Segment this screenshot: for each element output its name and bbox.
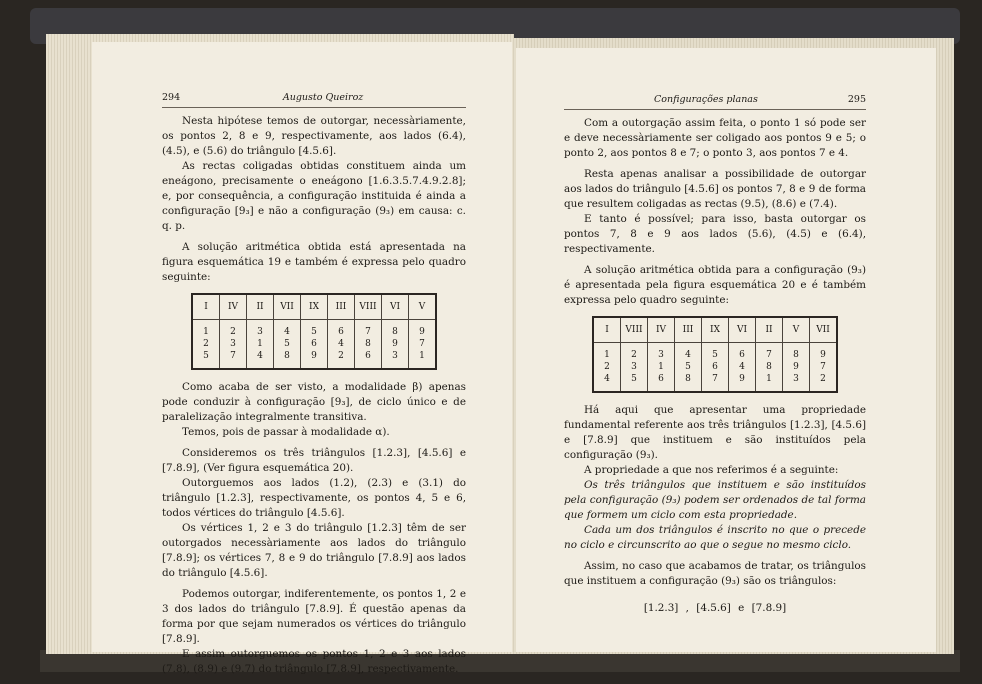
table-header-row [593, 317, 837, 343]
triangle-label: [4.5.6] [696, 602, 731, 614]
config-table-left [191, 293, 437, 370]
table-cell: 6 [729, 343, 756, 362]
separator: , [685, 602, 689, 614]
table-header-cell: V [783, 317, 810, 343]
paragraph: Resta apenas analisar a possibilidade de outorgar aos lados do triângulo [4.5.6] os pontos 7, 8 e 9 de forma que resultem coligadas as rectas (9.5), (8.6) e (7.4). [564, 168, 866, 210]
table-cell: 2 [220, 320, 247, 339]
table-cell: 9 [810, 343, 838, 362]
triangle-label: [7.8.9] [751, 602, 787, 614]
table-cell: 2 [328, 350, 355, 369]
triangle-label: [1.2.3] [643, 602, 679, 614]
table-cell: 9 [783, 361, 810, 373]
table-cell: 5 [203, 351, 209, 361]
table-cell: 8 [756, 361, 783, 373]
table-cell: 2 [621, 343, 648, 362]
triangles-line [564, 601, 866, 616]
paragraph: Há aqui que apresentar uma propriedade fundamental referente aos três triângulos [1.2.3], [4.5.6] e [7.8.9] que instituem e são instituídos pela configuração (9₃). [564, 404, 866, 461]
table-row [192, 338, 436, 350]
table-header-cell: III [675, 317, 702, 343]
paragraph: As rectas coligadas obtidas constituem ainda um eneágono, precisamente o eneágono [1.6.3.5.7.4.9.2.8]; e, por consequência, a configuração instituida é ainda a configuração [9₃] e não a configuração (9₃) em causa: c. q. p. [162, 160, 466, 232]
table-header-cell: VII [274, 294, 301, 320]
italic-paragraph: Cada um dos triângulos é inscrito no que o precede no ciclo e circunscrito ao que o segue no mesmo ciclo. [564, 524, 866, 551]
paragraph: A solução aritmética obtida está apresentada na figura esquemática 19 e também é expressa pelo quadro seguinte: [162, 241, 466, 283]
table-cell: 6 [648, 373, 675, 392]
table-header-cell: II [756, 317, 783, 343]
right-page-header [564, 92, 866, 110]
right-page [516, 48, 936, 652]
table-cell: 4 [247, 350, 274, 369]
paragraph: E tanto é possível; para isso, basta outorgar os pontos 7, 8 e 9 aos lados (5.6), (4.5) e (6.4), respectivamente. [564, 213, 866, 255]
table-cell: 3 [783, 373, 810, 392]
paragraph: Outorguemos aos lados (1.2), (2.3) e (3.1) do triângulo [1.2.3], respectivamente, os pontos 4, 5 e 6, todos vértices do triângulo [4.5.6]. [162, 477, 466, 519]
table-cell: 6 [301, 338, 328, 350]
paragraph: Consideremos os três triângulos [1.2.3], [4.5.6] e [7.8.9], (Ver figura esquemática 20). [162, 447, 466, 474]
table-row [192, 350, 436, 369]
table-cell: 6 [328, 320, 355, 339]
table-header-cell: IV [220, 294, 247, 320]
table-header-cell: II [247, 294, 274, 320]
table-cell: 3 [648, 343, 675, 362]
table-header-cell: VIII [355, 294, 382, 320]
table-cell: 8 [382, 320, 409, 339]
table-cell: 2 [810, 373, 838, 392]
table-cell: 1 [203, 327, 209, 337]
table-row [192, 320, 436, 339]
paragraph: Os vértices 1, 2 e 3 do triângulo [1.2.3] têm de ser outorgados necessàriamente aos lados do triângulo [7.8.9]; os vértices 7, 8 e 9 do triângulo [7.8.9] aos lados do triângulo [4.5.6]. [162, 522, 466, 579]
table-header-cell: I [593, 317, 621, 343]
table-cell: 2 [604, 362, 610, 372]
table-cell: 3 [247, 320, 274, 339]
table-cell: 3 [382, 350, 409, 369]
table-header-cell: VII [810, 317, 838, 343]
table-cell: 4 [328, 338, 355, 350]
table-cell: 9 [301, 350, 328, 369]
table-header-cell: VIII [621, 317, 648, 343]
table-header-row [192, 294, 436, 320]
left-page-header [162, 90, 466, 108]
table-cell: 9 [409, 320, 437, 339]
italic-paragraph: Os três triângulos que instituem e são instituídos pela configuração (9₃) podem ser ordenados de tal forma que formem um ciclo com esta propriedade. [564, 479, 866, 521]
table-cell: 5 [702, 343, 729, 362]
paragraph: Assim, no caso que acabamos de tratar, os triângulos que instituem a configuração (9₃) são os triângulos: [564, 560, 866, 587]
table-header-cell: VI [382, 294, 409, 320]
paragraph: A solução aritmética obtida para a configuração (9₃) é apresentada pela figura esquemática 20 e é também expressa pelo quadro seguinte: [564, 264, 866, 306]
table-cell: 3 [621, 361, 648, 373]
table-cell: 1 [604, 350, 610, 360]
paragraph: Com a outorgação assim feita, o ponto 1 só pode ser e deve necessàriamente ser coligado aos pontos 9 e 5; o ponto 2, aos pontos 8 e 7; o ponto 3, aos pontos 7 e 4. [564, 117, 866, 159]
table-cell: 5 [274, 338, 301, 350]
table-cell: 1 [247, 338, 274, 350]
table-header-cell: IV [648, 317, 675, 343]
page-number-left: 294 [162, 92, 181, 103]
page-number-right: 295 [847, 94, 866, 105]
table-cell: 7 [409, 338, 437, 350]
running-head-left: Augusto Queiroz [282, 92, 364, 103]
table-header-cell: IX [702, 317, 729, 343]
paragraph: Podemos outorgar, indiferentemente, os pontos 1, 2 e 3 dos lados do triângulo [7.8.9]. É questão apenas da forma por que sejam numerados os vértices do triângulo [7.8.9]. [162, 588, 466, 645]
table-header-cell: I [192, 294, 220, 320]
table-cell: 6 [355, 350, 382, 369]
table-cell: 5 [675, 361, 702, 373]
table-cell: 4 [604, 374, 610, 384]
table-row [593, 361, 837, 373]
table-cell: 8 [274, 350, 301, 369]
table-cell: 7 [756, 343, 783, 362]
table-header-cell: VI [729, 317, 756, 343]
paragraph: Nesta hipótese temos de outorgar, necessàriamente, os pontos 2, 8 e 9, respectivamente, aos lados (6.4), (4.5), e (5.6) do triângulo [4.5.6]. [162, 115, 466, 157]
table-cell: 8 [783, 343, 810, 362]
table-cell: 8 [675, 373, 702, 392]
table-cell: 7 [702, 373, 729, 392]
separator: e [738, 602, 745, 614]
paragraph: E assim outorguemos os pontos 1, 2 e 3 aos lados (7.8), (8.9) e (9.7) do triângulo [7.8.9], respectivamente. [162, 648, 466, 675]
table-cell: 2 [203, 339, 209, 349]
table-cell: 9 [729, 373, 756, 392]
paragraph: Como acaba de ser visto, a modalidade β) apenas pode conduzir à configuração [9₃], de ciclo único e de paralelização integralmente transitiva. [162, 381, 466, 423]
table-cell: 5 [621, 373, 648, 392]
table-cell: 5 [301, 320, 328, 339]
table-cell: 7 [355, 320, 382, 339]
table-row [593, 343, 837, 362]
table-row [593, 373, 837, 392]
left-page [92, 42, 512, 675]
table-header-cell: V [409, 294, 437, 320]
table-cell: 8 [355, 338, 382, 350]
table-cell: 7 [810, 361, 838, 373]
config-table-right [592, 316, 838, 393]
table-cell: 6 [702, 361, 729, 373]
table-cell: 7 [220, 350, 247, 369]
paragraph: Temos, pois de passar à modalidade α). [182, 426, 390, 438]
table-cell: 3 [220, 338, 247, 350]
table-cell: 4 [675, 343, 702, 362]
table-cell: 4 [729, 361, 756, 373]
table-cell: 1 [409, 350, 437, 369]
paragraph: A propriedade a que nos referimos é a seguinte: [584, 464, 839, 476]
table-cell: 4 [274, 320, 301, 339]
table-header-cell: III [328, 294, 355, 320]
running-head-right: Configurações planas [654, 94, 758, 105]
table-header-cell: IX [301, 294, 328, 320]
table-cell: 9 [382, 338, 409, 350]
table-cell: 1 [648, 361, 675, 373]
table-cell: 1 [756, 373, 783, 392]
